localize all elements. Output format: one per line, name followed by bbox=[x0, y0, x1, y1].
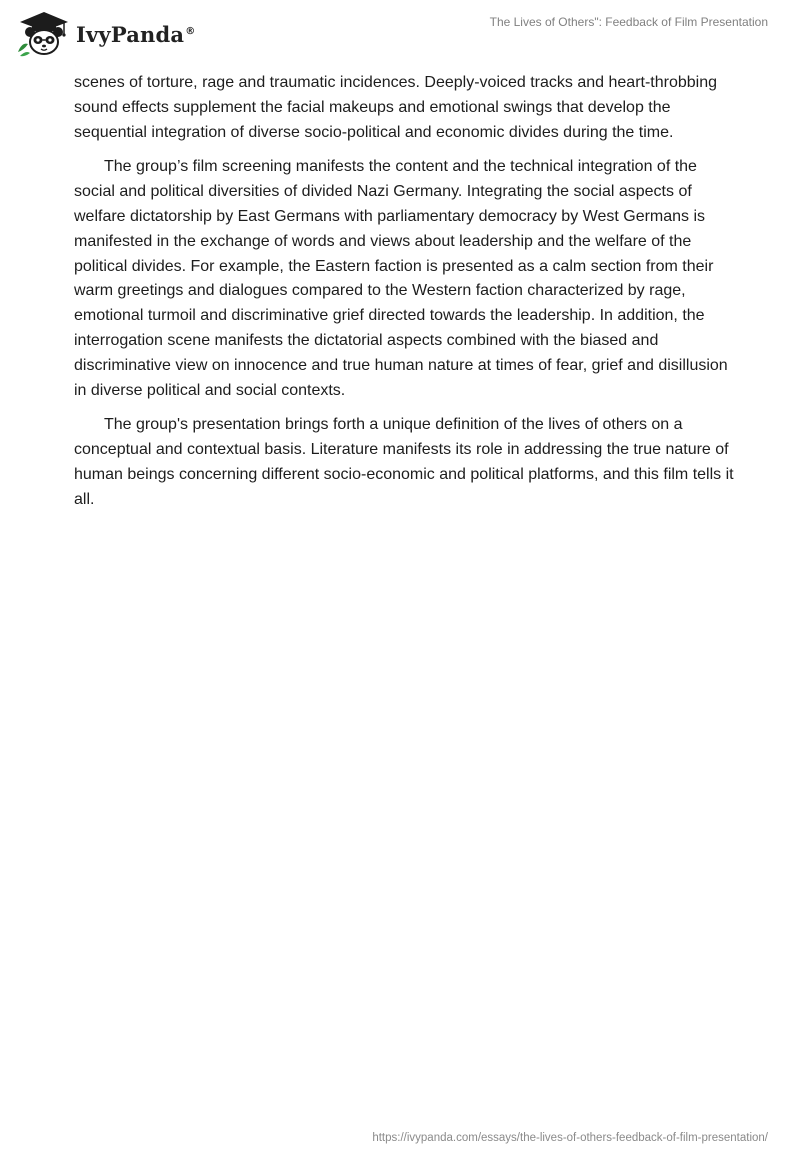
panda-graduate-icon bbox=[14, 8, 72, 58]
paragraph-continued: scenes of torture, rage and traumatic incidences. Deeply-voiced tracks and heart-throbbing sound effects supplement the facial makeups and emotional swings that develop the sequential integration of diverse socio-political and economic divides during the time. bbox=[74, 74, 718, 141]
paragraph-conclusion: The group's presentation brings forth a unique definition of the lives of others on a conceptual and contextual basis. Literature manifests its role in addressing the true nature of human beings concerning different socio-economic and political platforms, and this film tells it all. bbox=[74, 416, 734, 508]
page-header bbox=[0, 0, 800, 70]
ivypanda-logo[interactable] bbox=[14, 8, 195, 58]
logo-wordmark: IvyPanda® bbox=[76, 21, 196, 47]
paragraph-film-screening: The group’s film screening manifests the content and the technical integration of the social and political diversities of divided Nazi Germany. Integrating the social aspects of welfare dictatorship by East Germans with parliamentary democracy by West Germans is manifested in the exchange of words and views about leadership and the welfare of the political divides. For example, the Eastern faction is presented as a calm section from their warm greetings and dialogues compared to the Western faction characterized by rage, emotional turmoil and discriminative grief directed towards the leadership. In addition, the interrogation scene manifests the dictatorial aspects combined with the biased and discriminative view on innocence and true human nature at times of fear, grief and disillusion in diverse political and social contexts. bbox=[74, 158, 728, 399]
essay-body bbox=[74, 71, 734, 523]
source-url[interactable]: https://ivypanda.com/essays/the-lives-of-others-feedback-of-film-presentation/ bbox=[372, 1132, 768, 1144]
document-title: The Lives of Others": Feedback of Film Presentation bbox=[489, 15, 768, 29]
